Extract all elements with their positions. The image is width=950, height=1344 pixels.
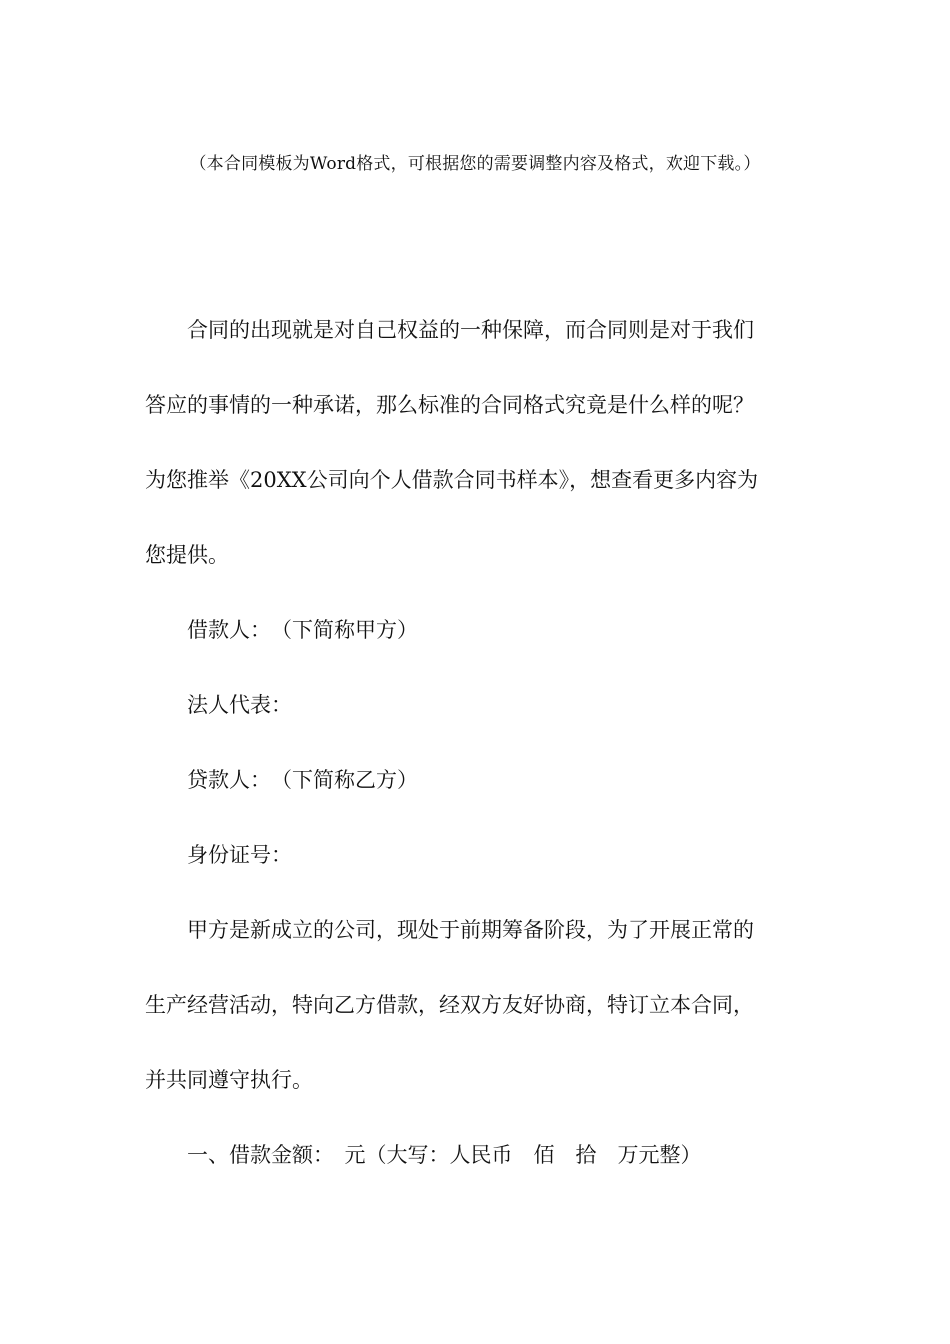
clause-loan-amount: 一、借款金额： 元（大写：人民币 佰 拾 万元整） — [187, 1143, 702, 1167]
legal-representative-line: 法人代表： — [187, 693, 292, 717]
intro-line-2: 答应的事情的一种承诺，那么标准的合同格式究竟是什么样的呢？ — [145, 393, 754, 417]
contract-body — [145, 293, 805, 1193]
purpose-line-2: 生产经营活动，特向乙方借款，经双方友好协商，特订立本合同， — [145, 993, 754, 1017]
id-number-line: 身份证号： — [187, 843, 292, 867]
purpose-line-1: 甲方是新成立的公司，现处于前期筹备阶段，为了开展正常的 — [187, 918, 754, 942]
purpose-line-3: 并共同遵守执行。 — [145, 1068, 313, 1092]
template-note: （本合同模板为Word格式，可根据您的需要调整内容及格式，欢迎下载。） — [189, 154, 761, 174]
intro-line-3: 为您推举《20XX公司向个人借款合同书样本》，想查看更多内容为 — [145, 468, 759, 492]
lender-line: 贷款人： （下简称乙方） — [187, 768, 418, 792]
borrower-line: 借款人： （下简称甲方） — [187, 618, 418, 642]
intro-line-4: 您提供。 — [145, 543, 229, 567]
intro-line-1: 合同的出现就是对自己权益的一种保障，而合同则是对于我们 — [187, 318, 754, 342]
